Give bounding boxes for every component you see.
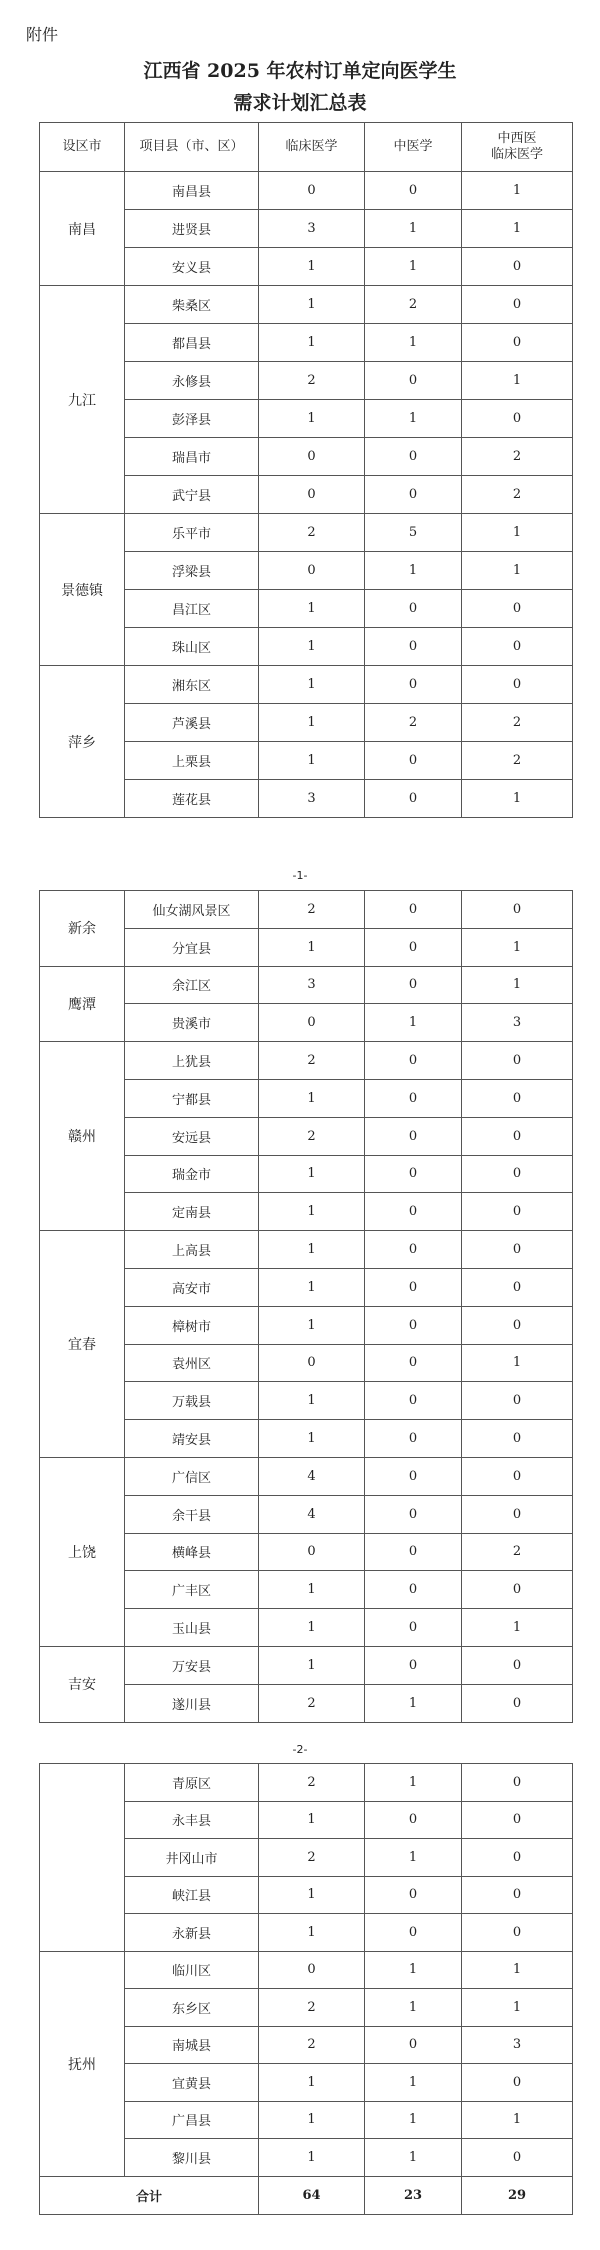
integrated-count-cell: 0 [462, 1914, 573, 1952]
tcm-count-cell: 1 [365, 1951, 462, 1989]
tcm-count-cell: 0 [365, 1079, 462, 1117]
tcm-count-cell: 2 [365, 704, 462, 742]
integrated-count-cell: 0 [462, 1420, 573, 1458]
integrated-count-cell: 0 [462, 286, 573, 324]
clinical-count-cell: 2 [259, 1764, 365, 1802]
clinical-count-cell: 1 [259, 1420, 365, 1458]
tcm-count-cell: 0 [365, 1533, 462, 1571]
requirement-table-page-2 [39, 890, 573, 1723]
district-cell: 鹰潭 [40, 966, 125, 1042]
county-cell: 南城县 [125, 2026, 259, 2064]
district-cell: 吉安 [40, 1646, 125, 1722]
integrated-count-cell: 2 [462, 742, 573, 780]
page-number-2: -2- [292, 1743, 308, 1756]
integrated-count-cell: 0 [462, 590, 573, 628]
clinical-count-cell: 1 [259, 1914, 365, 1952]
tcm-count-cell: 0 [365, 628, 462, 666]
tcm-count-cell: 0 [365, 1571, 462, 1609]
clinical-count-cell: 2 [259, 2026, 365, 2064]
table-row [40, 1457, 573, 1495]
county-cell: 临川区 [125, 1951, 259, 1989]
county-cell: 广丰区 [125, 1571, 259, 1609]
clinical-count-cell: 1 [259, 324, 365, 362]
integrated-count-cell: 2 [462, 476, 573, 514]
integrated-count-cell: 3 [462, 2026, 573, 2064]
clinical-count-cell: 1 [259, 1646, 365, 1684]
integrated-count-cell: 1 [462, 362, 573, 400]
total-label: 合计 [40, 2176, 259, 2214]
tcm-count-cell: 0 [365, 1609, 462, 1647]
clinical-count-cell: 1 [259, 666, 365, 704]
tcm-count-cell: 0 [365, 742, 462, 780]
clinical-count-cell: 1 [259, 1801, 365, 1839]
tcm-count-cell: 0 [365, 1801, 462, 1839]
tcm-count-cell: 1 [365, 400, 462, 438]
county-cell: 彭泽县 [125, 400, 259, 438]
document-title-line-2: 需求计划汇总表 [233, 92, 367, 114]
county-cell: 南昌县 [125, 172, 259, 210]
county-cell: 万载县 [125, 1382, 259, 1420]
tcm-count-cell: 0 [365, 666, 462, 704]
tcm-count-cell: 1 [365, 1839, 462, 1877]
integrated-count-cell: 1 [462, 1344, 573, 1382]
table-row [40, 1646, 573, 1684]
county-cell: 万安县 [125, 1646, 259, 1684]
clinical-count-cell: 2 [259, 1117, 365, 1155]
integrated-count-cell: 1 [462, 2101, 573, 2139]
tcm-count-cell: 1 [365, 210, 462, 248]
county-cell: 玉山县 [125, 1609, 259, 1647]
document-title-line-1: 江西省 2025 年农村订单定向医学生 [143, 60, 457, 82]
tcm-count-cell: 0 [365, 1420, 462, 1458]
clinical-count-cell: 0 [259, 1004, 365, 1042]
table-body [40, 172, 573, 818]
table-row [40, 1042, 573, 1080]
tcm-count-cell: 0 [365, 1193, 462, 1231]
integrated-count-cell: 1 [462, 928, 573, 966]
header-district: 设区市 [40, 123, 125, 172]
integrated-count-cell: 0 [462, 1801, 573, 1839]
header-clinical: 临床医学 [259, 123, 365, 172]
district-cell: 萍乡 [40, 666, 125, 818]
clinical-count-cell: 0 [259, 1344, 365, 1382]
table-row [40, 1764, 573, 1802]
county-cell: 上高县 [125, 1231, 259, 1269]
attachment-label: 附件 [26, 25, 59, 44]
clinical-count-cell: 3 [259, 780, 365, 818]
county-cell: 井冈山市 [125, 1839, 259, 1877]
integrated-count-cell: 0 [462, 1042, 573, 1080]
clinical-count-cell: 0 [259, 1951, 365, 1989]
district-cell [40, 1764, 125, 1952]
clinical-count-cell: 4 [259, 1495, 365, 1533]
clinical-count-cell: 1 [259, 1079, 365, 1117]
county-cell: 贵溪市 [125, 1004, 259, 1042]
integrated-count-cell: 0 [462, 400, 573, 438]
integrated-count-cell: 0 [462, 1193, 573, 1231]
clinical-count-cell: 1 [259, 628, 365, 666]
total-integrated: 29 [462, 2176, 573, 2214]
table-row [40, 891, 573, 929]
county-cell: 青原区 [125, 1764, 259, 1802]
integrated-count-cell: 0 [462, 1839, 573, 1877]
tcm-count-cell: 0 [365, 1495, 462, 1533]
county-cell: 安远县 [125, 1117, 259, 1155]
county-cell: 上栗县 [125, 742, 259, 780]
clinical-count-cell: 0 [259, 552, 365, 590]
clinical-count-cell: 1 [259, 286, 365, 324]
integrated-count-cell: 0 [462, 324, 573, 362]
tcm-count-cell: 1 [365, 324, 462, 362]
integrated-count-cell: 0 [462, 1571, 573, 1609]
county-cell: 高安市 [125, 1268, 259, 1306]
county-cell: 浮梁县 [125, 552, 259, 590]
integrated-count-cell: 1 [462, 514, 573, 552]
district-cell: 景德镇 [40, 514, 125, 666]
integrated-count-cell: 0 [462, 1117, 573, 1155]
clinical-count-cell: 1 [259, 2139, 365, 2177]
tcm-count-cell: 0 [365, 1268, 462, 1306]
county-cell: 分宜县 [125, 928, 259, 966]
tcm-count-cell: 0 [365, 1117, 462, 1155]
county-cell: 峡江县 [125, 1876, 259, 1914]
county-cell: 余江区 [125, 966, 259, 1004]
clinical-count-cell: 1 [259, 590, 365, 628]
clinical-count-cell: 0 [259, 476, 365, 514]
tcm-count-cell: 0 [365, 780, 462, 818]
district-cell: 九江 [40, 286, 125, 514]
integrated-count-cell: 0 [462, 2139, 573, 2177]
header-integrated: 中西医 临床医学 [462, 123, 573, 172]
clinical-count-cell: 1 [259, 704, 365, 742]
clinical-count-cell: 1 [259, 1306, 365, 1344]
county-cell: 武宁县 [125, 476, 259, 514]
integrated-count-cell: 1 [462, 1989, 573, 2027]
clinical-count-cell: 2 [259, 514, 365, 552]
county-cell: 永新县 [125, 1914, 259, 1952]
county-cell: 柴桑区 [125, 286, 259, 324]
table-header-row [40, 123, 573, 172]
clinical-count-cell: 1 [259, 248, 365, 286]
integrated-count-cell: 2 [462, 1533, 573, 1571]
district-cell: 抚州 [40, 1951, 125, 2176]
county-cell: 乐平市 [125, 514, 259, 552]
total-clinical: 64 [259, 2176, 365, 2214]
tcm-count-cell: 0 [365, 590, 462, 628]
clinical-count-cell: 1 [259, 1268, 365, 1306]
integrated-count-cell: 0 [462, 1646, 573, 1684]
table-row [40, 514, 573, 552]
district-cell: 赣州 [40, 1042, 125, 1231]
integrated-count-cell: 0 [462, 1268, 573, 1306]
table-body [40, 1764, 573, 2177]
county-cell: 袁州区 [125, 1344, 259, 1382]
county-cell: 瑞金市 [125, 1155, 259, 1193]
table-row [40, 286, 573, 324]
clinical-count-cell: 4 [259, 1457, 365, 1495]
table-body [40, 891, 573, 1723]
table-row [40, 966, 573, 1004]
clinical-count-cell: 1 [259, 742, 365, 780]
county-cell: 上犹县 [125, 1042, 259, 1080]
integrated-count-cell: 3 [462, 1004, 573, 1042]
integrated-count-cell: 0 [462, 1764, 573, 1802]
integrated-count-cell: 0 [462, 666, 573, 704]
tcm-count-cell: 5 [365, 514, 462, 552]
county-cell: 芦溪县 [125, 704, 259, 742]
tcm-count-cell: 1 [365, 1684, 462, 1722]
tcm-count-cell: 1 [365, 552, 462, 590]
clinical-count-cell: 1 [259, 1155, 365, 1193]
table-row [40, 1231, 573, 1269]
clinical-count-cell: 3 [259, 210, 365, 248]
clinical-count-cell: 2 [259, 1684, 365, 1722]
county-cell: 珠山区 [125, 628, 259, 666]
table-row [40, 172, 573, 210]
integrated-count-cell: 0 [462, 1079, 573, 1117]
district-cell: 新余 [40, 891, 125, 967]
tcm-count-cell: 1 [365, 1764, 462, 1802]
tcm-count-cell: 0 [365, 1042, 462, 1080]
tcm-count-cell: 0 [365, 1155, 462, 1193]
county-cell: 昌江区 [125, 590, 259, 628]
clinical-count-cell: 0 [259, 1533, 365, 1571]
clinical-count-cell: 2 [259, 1989, 365, 2027]
clinical-count-cell: 1 [259, 1571, 365, 1609]
tcm-count-cell: 0 [365, 1876, 462, 1914]
tcm-count-cell: 0 [365, 1231, 462, 1269]
table-row [40, 1951, 573, 1989]
district-cell: 上饶 [40, 1457, 125, 1646]
integrated-count-cell: 0 [462, 248, 573, 286]
county-cell: 湘东区 [125, 666, 259, 704]
district-cell: 宜春 [40, 1231, 125, 1458]
clinical-count-cell: 0 [259, 438, 365, 476]
integrated-count-cell: 0 [462, 1155, 573, 1193]
tcm-count-cell: 1 [365, 2139, 462, 2177]
tcm-count-cell: 1 [365, 2064, 462, 2102]
district-cell: 南昌 [40, 172, 125, 286]
county-cell: 黎川县 [125, 2139, 259, 2177]
county-cell: 遂川县 [125, 1684, 259, 1722]
integrated-count-cell: 0 [462, 891, 573, 929]
tcm-count-cell: 0 [365, 1914, 462, 1952]
integrated-count-cell: 1 [462, 1951, 573, 1989]
integrated-count-cell: 1 [462, 172, 573, 210]
tcm-count-cell: 0 [365, 928, 462, 966]
clinical-count-cell: 2 [259, 891, 365, 929]
county-cell: 都昌县 [125, 324, 259, 362]
requirement-table-page-3 [39, 1763, 573, 2215]
clinical-count-cell: 2 [259, 362, 365, 400]
tcm-count-cell: 0 [365, 438, 462, 476]
integrated-count-cell: 2 [462, 438, 573, 476]
county-cell: 横峰县 [125, 1533, 259, 1571]
clinical-count-cell: 3 [259, 966, 365, 1004]
clinical-count-cell: 1 [259, 2101, 365, 2139]
county-cell: 宜黄县 [125, 2064, 259, 2102]
county-cell: 瑞昌市 [125, 438, 259, 476]
integrated-count-cell: 1 [462, 780, 573, 818]
county-cell: 余干县 [125, 1495, 259, 1533]
integrated-count-cell: 1 [462, 966, 573, 1004]
tcm-count-cell: 0 [365, 362, 462, 400]
county-cell: 进贤县 [125, 210, 259, 248]
tcm-count-cell: 0 [365, 1646, 462, 1684]
county-cell: 樟树市 [125, 1306, 259, 1344]
integrated-count-cell: 0 [462, 1495, 573, 1533]
county-cell: 东乡区 [125, 1989, 259, 2027]
clinical-count-cell: 2 [259, 1839, 365, 1877]
tcm-count-cell: 0 [365, 891, 462, 929]
integrated-count-cell: 0 [462, 1231, 573, 1269]
county-cell: 永修县 [125, 362, 259, 400]
integrated-count-cell: 0 [462, 2064, 573, 2102]
county-cell: 永丰县 [125, 1801, 259, 1839]
header-county: 项目县（市、区） [125, 123, 259, 172]
table-row [40, 666, 573, 704]
county-cell: 靖安县 [125, 1420, 259, 1458]
requirement-table-page-1 [39, 122, 573, 818]
clinical-count-cell: 1 [259, 1231, 365, 1269]
tcm-count-cell: 1 [365, 1004, 462, 1042]
tcm-count-cell: 0 [365, 476, 462, 514]
clinical-count-cell: 2 [259, 1042, 365, 1080]
clinical-count-cell: 1 [259, 400, 365, 438]
county-cell: 仙女湖风景区 [125, 891, 259, 929]
county-cell: 莲花县 [125, 780, 259, 818]
integrated-count-cell: 2 [462, 704, 573, 742]
clinical-count-cell: 1 [259, 2064, 365, 2102]
tcm-count-cell: 0 [365, 1457, 462, 1495]
clinical-count-cell: 1 [259, 1193, 365, 1231]
integrated-count-cell: 0 [462, 1684, 573, 1722]
tcm-count-cell: 1 [365, 248, 462, 286]
clinical-count-cell: 1 [259, 1382, 365, 1420]
total-row [40, 2176, 573, 2214]
county-cell: 安义县 [125, 248, 259, 286]
tcm-count-cell: 1 [365, 1989, 462, 2027]
tcm-count-cell: 1 [365, 2101, 462, 2139]
page-number-1: -1- [292, 869, 308, 882]
header-tcm: 中医学 [365, 123, 462, 172]
integrated-count-cell: 0 [462, 1382, 573, 1420]
tcm-count-cell: 2 [365, 286, 462, 324]
clinical-count-cell: 1 [259, 1876, 365, 1914]
county-cell: 宁都县 [125, 1079, 259, 1117]
county-cell: 广信区 [125, 1457, 259, 1495]
integrated-count-cell: 1 [462, 1609, 573, 1647]
county-cell: 定南县 [125, 1193, 259, 1231]
county-cell: 广昌县 [125, 2101, 259, 2139]
integrated-count-cell: 0 [462, 1306, 573, 1344]
integrated-count-cell: 1 [462, 210, 573, 248]
tcm-count-cell: 0 [365, 1344, 462, 1382]
total-tcm: 23 [365, 2176, 462, 2214]
clinical-count-cell: 1 [259, 1609, 365, 1647]
tcm-count-cell: 0 [365, 172, 462, 210]
tcm-count-cell: 0 [365, 1382, 462, 1420]
integrated-count-cell: 0 [462, 1876, 573, 1914]
tcm-count-cell: 0 [365, 1306, 462, 1344]
integrated-count-cell: 0 [462, 1457, 573, 1495]
clinical-count-cell: 0 [259, 172, 365, 210]
clinical-count-cell: 1 [259, 928, 365, 966]
tcm-count-cell: 0 [365, 966, 462, 1004]
integrated-count-cell: 0 [462, 628, 573, 666]
integrated-count-cell: 1 [462, 552, 573, 590]
tcm-count-cell: 0 [365, 2026, 462, 2064]
